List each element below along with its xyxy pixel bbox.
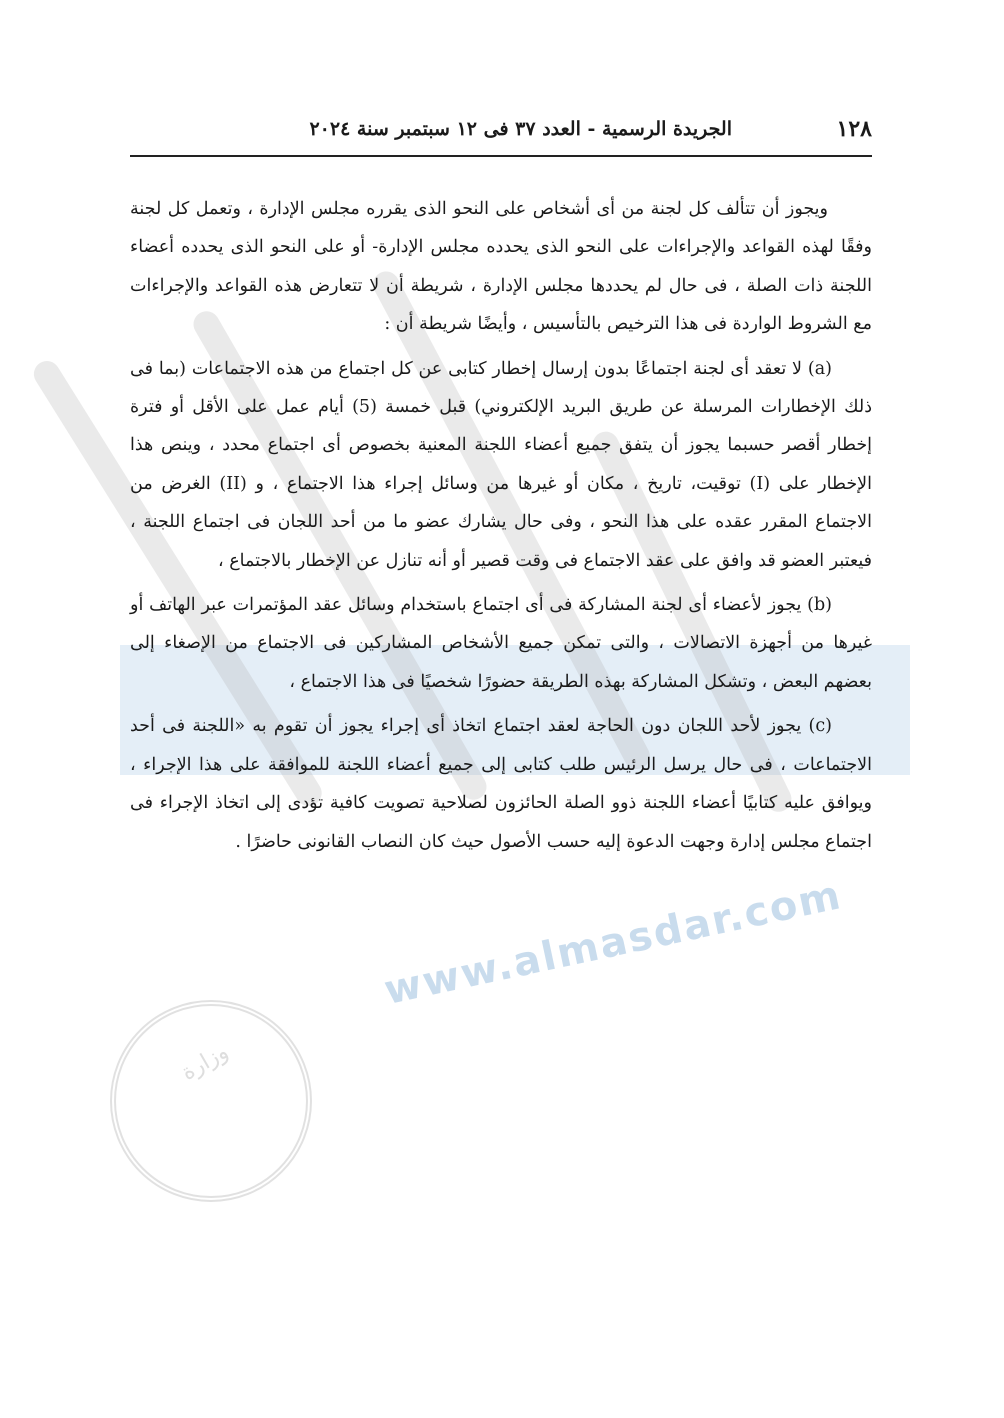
gazette-title: الجريدة الرسمية - العدد ٣٧ فى ١٢ سبتمبر سنة ٢٠٢٤ (309, 118, 732, 140)
page-number: ١٢٨ (836, 116, 872, 142)
clause-b-paragraph: (b) يجوز لأعضاء أى لجنة المشاركة فى أى اجتماع باستخدام وسائل عقد المؤتمرات عبر الهاتف أو غيرها من أجهزة الاتصالات ، والتى تمكن جميع الأشخاص المشاركين فى الاجتماع من الإصغاء إلى بعضهم البعض ، وتشكل المشاركة بهذه الطريقة حضورًا شخصيًا فى هذا الاجتماع ، (130, 595, 872, 692)
watermark-seal (110, 1000, 312, 1202)
page-header (130, 112, 872, 152)
clause-a-paragraph: (a) لا تعقد أى لجنة اجتماعًا بدون إرسال إخطار كتابى عن كل اجتماع من هذه الاجتماعات (بما فى ذلك الإخطارات المرسلة عن طريق البريد الإلكتروني) قبل خمسة (5) أيام عمل على الأقل أو فترة إخطار أقصر حسبما يجوز أن يتفق جميع أعضاء اللجنة المعنية بخصوص أى اجتماع محدد ، وينص هذا الإخطار على (I) توقيت، تاريخ ، مكان أو غيرها من وسائل إجراء هذا الاجتماع ، و (II) الغرض من الاجتماع المقرر عقده على هذا النحو ، وفى حال يشارك عضو ما من أحد اللجان فى اجتماع اللجنة ، فيعتبر العضو قد وافق على عقد الاجتماع فى وقت قصير أو أنه تنازل عن الإخطار بالاجتماع ، (130, 358, 873, 571)
clause-c-paragraph: (c) يجوز لأحد اللجان دون الحاجة لعقد اجتماع اتخاذ أى إجراء يجوز أن تقوم به «اللجنة فى أحد الاجتماعات ، فى حال يرسل الرئيس طلب كتابى إلى جميع أعضاء اللجنة للموافقة على هذا الإجراء ، ويوافق عليه كتابيًا أعضاء اللجنة ذوو الصلة الحائزون لصلاحية تصويت كافية تؤدى إلى اتخاذ الإجراء فى اجتماع مجلس إدارة وجهت الدعوة إليه حسب الأصول حيث كان النصاب القانونى حاضرًا . (130, 716, 872, 852)
header-divider (130, 155, 872, 157)
intro-paragraph: ويجوز أن تتألف كل لجنة من أى أشخاص على النحو الذى يقرره مجلس الإدارة ، وتعمل كل لجنة وفقًا لهذه القواعد والإجراءات على النحو الذى يحدده مجلس الإدارة- أو على النحو الذى يحدده أعضاء اللجنة ذات الصلة ، فى حال لم يحددها مجلس الإدارة ، شريطة أن لا تتعارض هذه القواعد والإجراءات مع الشروط الواردة فى هذا الترخيص بالتأسيس ، وأيضًا شريطة أن : (130, 199, 872, 335)
watermark-url: www.almasdar.com (380, 872, 847, 1014)
watermark-seal-text: وزارة (177, 1039, 233, 1086)
document-body (130, 190, 872, 867)
